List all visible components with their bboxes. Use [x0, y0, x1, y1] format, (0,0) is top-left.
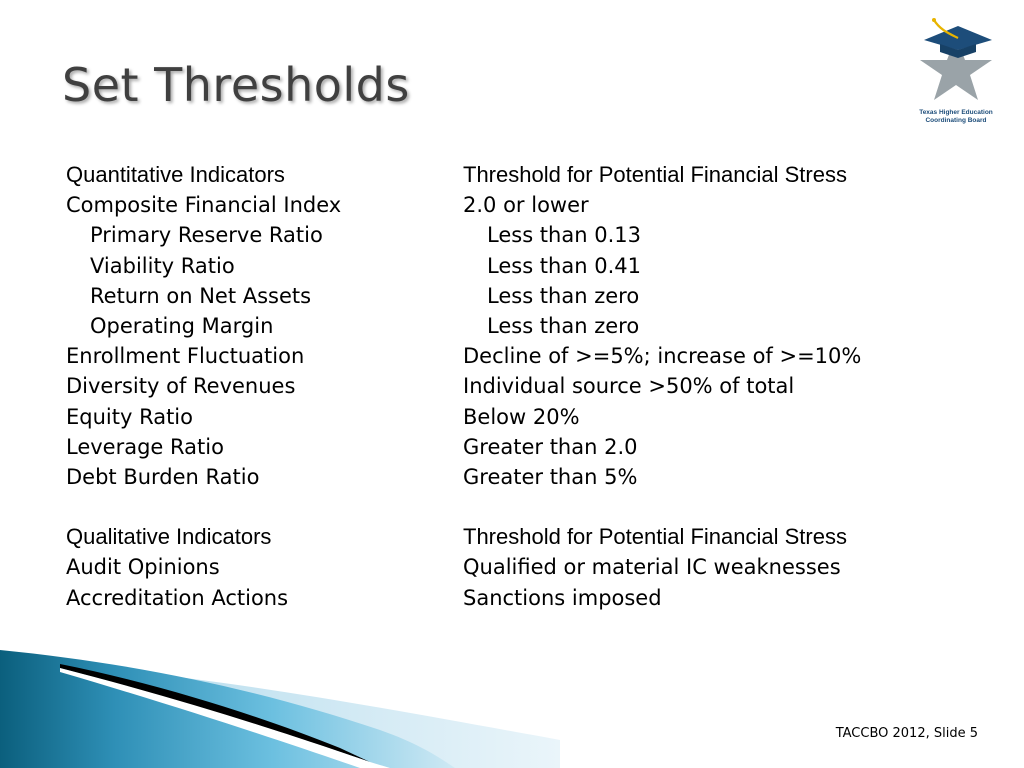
threshold-value: Decline of >=5%; increase of >=10%: [463, 344, 862, 369]
slide-footer: TACCBO 2012, Slide 5: [835, 726, 978, 741]
threshold-value: Qualified or material IC weaknesses: [463, 555, 841, 580]
logo-text-line1: Texas Higher Education: [919, 109, 993, 116]
threshold-value: Less than zero: [487, 313, 640, 338]
thecb-logo: [910, 14, 1002, 126]
indicator-label: Primary Reserve Ratio: [90, 223, 323, 248]
table-row: [66, 462, 861, 492]
threshold-value: Greater than 5%: [463, 464, 638, 489]
indicator-label: Return on Net Assets: [90, 283, 312, 308]
indicator-label: Composite Financial Index: [66, 193, 342, 218]
threshold-value: 2.0 or lower: [463, 193, 589, 218]
indicator-label: Leverage Ratio: [66, 434, 224, 459]
table-row: [66, 432, 861, 462]
section-spacer: [66, 492, 861, 522]
table-row: [66, 583, 861, 613]
threshold-value: Greater than 2.0: [463, 434, 638, 459]
indicator-label: Debt Burden Ratio: [66, 464, 260, 489]
table-row: [66, 341, 861, 371]
indicator-label: Audit Opinions: [66, 555, 220, 580]
slide-title: Set Thresholds: [62, 58, 410, 112]
indicator-label: Diversity of Revenues: [66, 374, 296, 399]
qualitative-header-label: Qualitative Indicators: [66, 524, 272, 550]
table-row: [66, 552, 861, 582]
table-row: [66, 311, 861, 341]
quantitative-threshold-header: Threshold for Potential Financial Stress: [463, 162, 847, 187]
indicator-label: Operating Margin: [90, 313, 274, 338]
threshold-value: Below 20%: [463, 404, 580, 429]
threshold-value: Less than zero: [487, 283, 640, 308]
qualitative-header-row: [66, 522, 861, 552]
indicators-table: [66, 160, 861, 613]
logo-text-line2: Coordinating Board: [925, 117, 987, 124]
table-row: [66, 371, 861, 401]
indicator-label: Viability Ratio: [90, 253, 235, 278]
threshold-value: Sanctions imposed: [463, 585, 662, 610]
table-row: [66, 190, 861, 220]
quantitative-header-label: Quantitative Indicators: [66, 162, 285, 187]
indicator-label: Accreditation Actions: [66, 585, 289, 610]
table-row: [66, 251, 861, 281]
threshold-value: Less than 0.41: [487, 253, 641, 278]
indicator-label: Equity Ratio: [66, 404, 193, 429]
table-row: [66, 220, 861, 250]
star-cap-icon: [910, 14, 1002, 110]
threshold-value: Less than 0.13: [487, 223, 641, 248]
indicator-label: Enrollment Fluctuation: [66, 344, 305, 369]
quantitative-header-row: [66, 160, 861, 190]
table-row: [66, 402, 861, 432]
qualitative-threshold-header: Threshold for Potential Financial Stress: [463, 524, 847, 550]
threshold-value: Individual source >50% of total: [463, 374, 795, 399]
table-row: [66, 281, 861, 311]
